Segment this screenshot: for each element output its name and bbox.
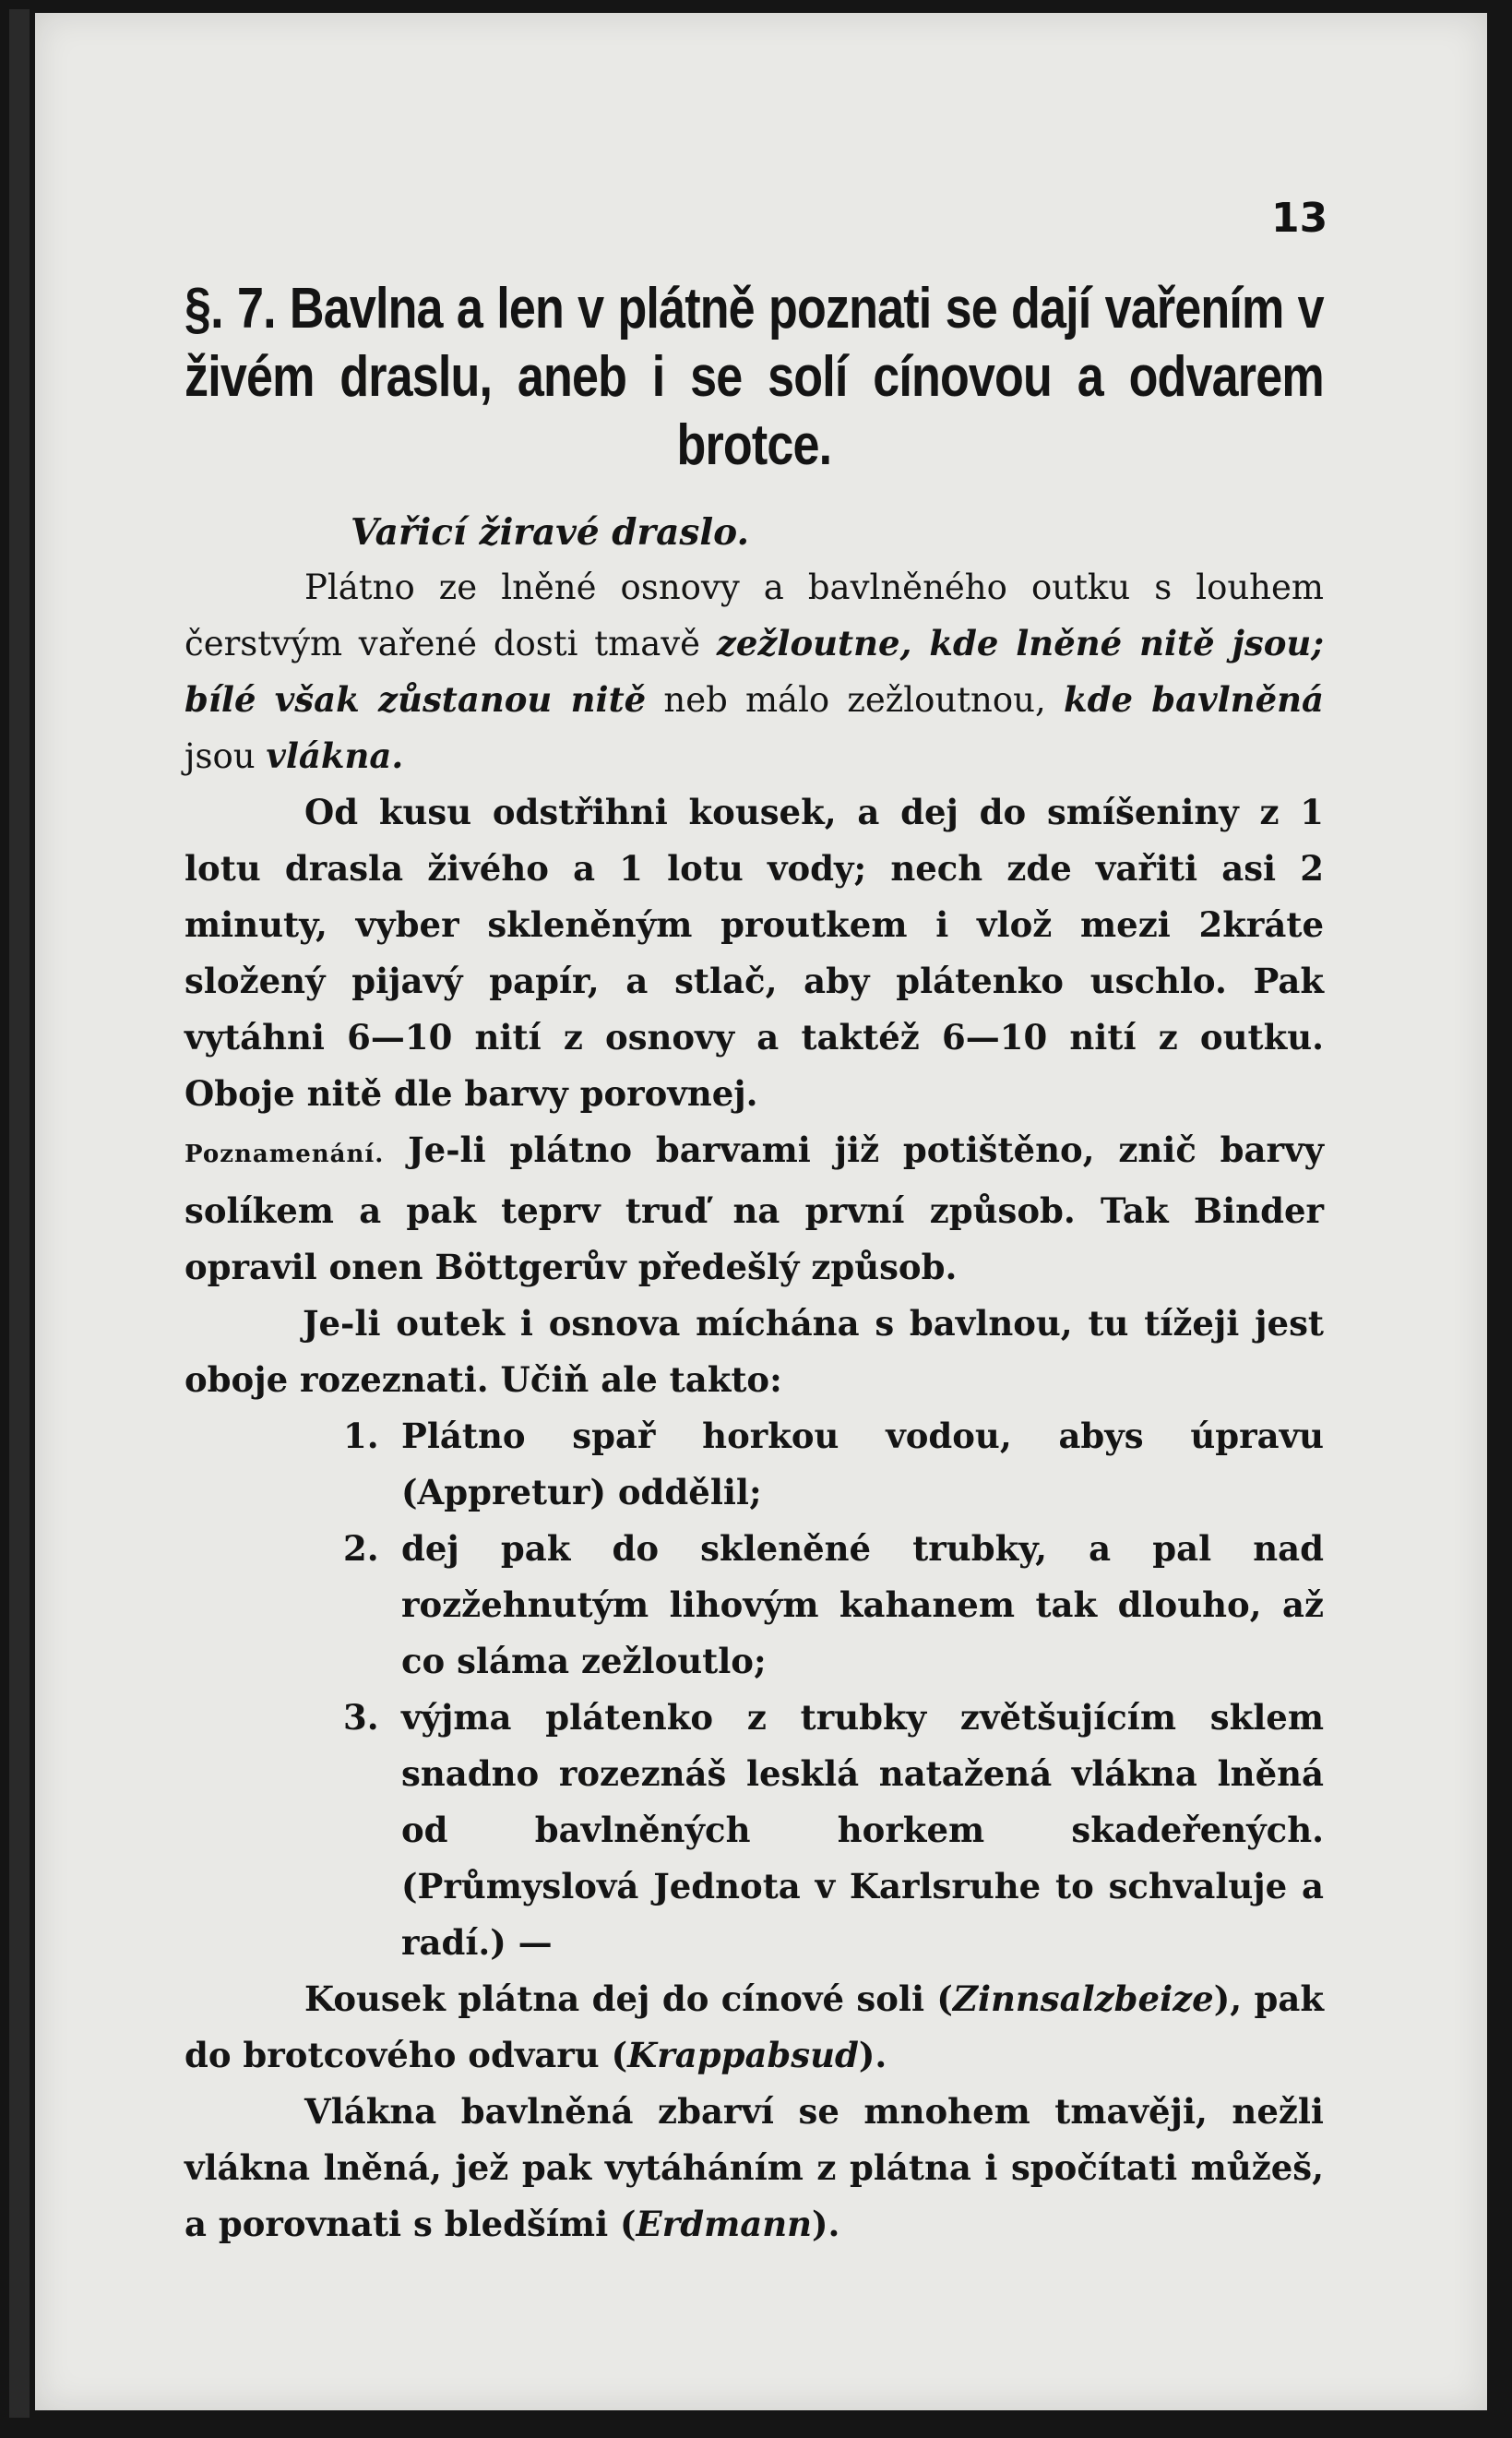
- list-item: [185, 1408, 1324, 1521]
- note-label: Poznamenání.: [185, 1141, 385, 1168]
- section-heading: §. 7. Bavlna a len v plátně poznati se dají vařením v živém draslu, aneb i se solí cínovou a odvarem brotce.: [185, 277, 1324, 477]
- list-number: 2.: [343, 1528, 379, 1569]
- list-text: dej pak do skleněné trubky, a pal nad rozžehnutým lihovým kahanem tak dlouho, až co sláma zežloutlo;: [401, 1528, 1324, 1681]
- steps-list: [185, 1408, 1324, 1971]
- p1-text-f: vlákna.: [266, 735, 404, 776]
- list-number: 1.: [343, 1416, 379, 1456]
- p5-term-1: Zinnsalzbeize: [952, 1978, 1214, 2019]
- list-item: [185, 1521, 1324, 1690]
- p1-text-c: neb málo zežloutnou,: [646, 680, 1064, 720]
- p6-term: Erdmann: [636, 2204, 813, 2244]
- paragraph-5: [185, 1971, 1324, 2084]
- paragraph-1: [185, 559, 1324, 784]
- list-number: 3.: [343, 1697, 379, 1738]
- p5-text-a: Kousek plátna dej do cínové soli (: [304, 1978, 953, 2019]
- list-item: [185, 1690, 1324, 1971]
- paragraph-4: Je-li outek i osnova míchána s bavlnou, tu tížeji jest oboje rozeznati. Učiň ale takto:: [185, 1303, 1324, 1400]
- subheading: Vařicí žiravé draslo.: [351, 511, 750, 554]
- p6-text-c: ).: [812, 2204, 840, 2244]
- p5-text-e: ).: [858, 2035, 887, 2075]
- paragraph-6: [185, 2084, 1324, 2253]
- p5-text-c: ), pak do brotcového odvaru (: [185, 1978, 1324, 2075]
- list-text: výjma plátenko z trubky zvětšujícím sklem snadno rozeznáš lesklá natažená vlákna lněná od bavlněných horkem skadeřených. (Průmyslová Jednota v Karlsruhe to schvaluje a radí.) —: [401, 1697, 1324, 1963]
- p1-text-a: Plátno ze lněné osnovy a bavlněného outku s louhem čerstvým vařené dosti tmavě: [185, 568, 1324, 663]
- paragraph-3: [185, 1122, 1324, 1296]
- p1-text-d: kde bavlněná: [1063, 679, 1324, 720]
- note-text: Je-li plátno barvami již potištěno, znič barvy solíkem a pak teprv truď na první způsob. Tak Binder opravil onen Böttgerův předešlý způsob.: [185, 1129, 1324, 1287]
- p1-text-b: zežloutne, kde lněné nitě jsou; bílé však zůstanou nitě: [185, 623, 1324, 720]
- p6-text-a: Vlákna bavlněná zbarví se mnohem tmavěji, nežli vlákna lněná, jež pak vytáháním z plátna i spočítati můžeš, a porovnati s bledšími (: [185, 2091, 1324, 2244]
- page-body: [185, 275, 1324, 2253]
- page-number: 13: [1271, 195, 1328, 242]
- paragraph-2: Od kusu odstřihni kousek, a dej do smíšeniny z 1 lotu drasla živého a 1 lotu vody; nech zde vařiti asi 2 minuty, vyber skleněným proutkem i vlož mezi 2kráte složený pijavý papír, a stlač, aby plátenko uschlo. Pak vytáhni 6—10 nití z osnovy a taktéž 6—10 nití z outku. Oboje nitě dle barvy porovnej.: [185, 792, 1324, 1114]
- p5-term-2: Krappabsud: [627, 2035, 859, 2075]
- p1-text-e: jsou: [185, 736, 267, 776]
- book-edge: [9, 9, 30, 2418]
- list-text: Plátno spař horkou vodou, abys úpravu (Appretur) oddělil;: [401, 1416, 1324, 1512]
